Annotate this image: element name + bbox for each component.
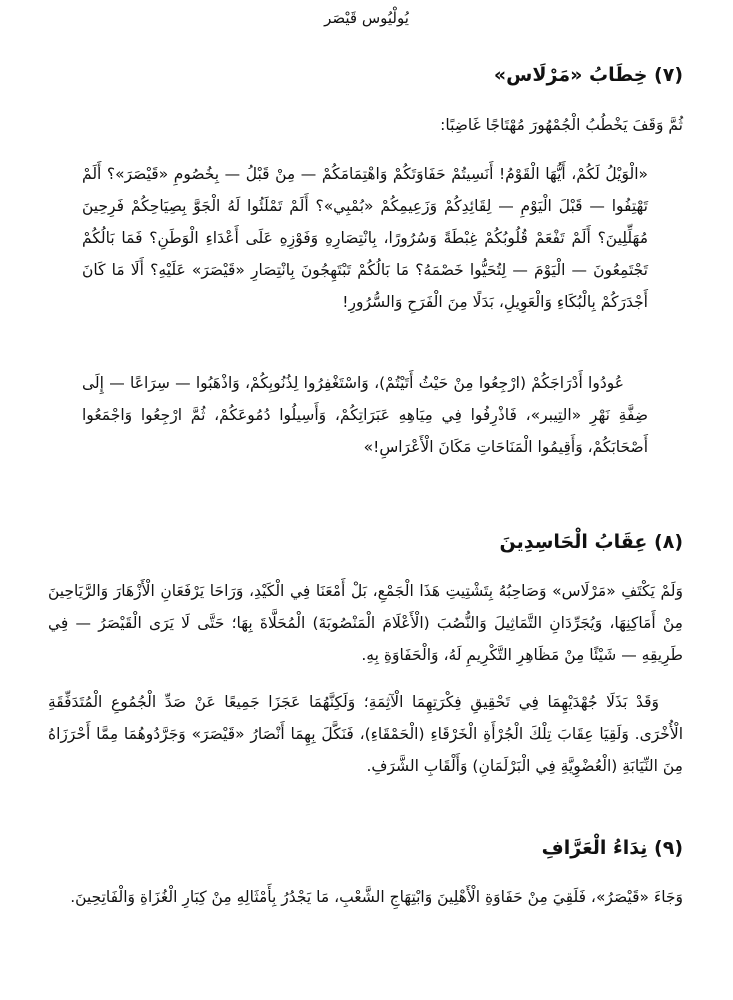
section-7-heading: (٧) خِطَابُ «مَرْلَاس» [493,64,683,86]
speech-paragraph-2: عُودُوا أَدْرَاجَكُمْ (ارْجِعُوا مِنْ حَيْثُ أَتَيْتُمْ)، وَاسْتَغْفِرُوا لِذُنُوبِكُمْ، وَاذْهَبُوا — سِرَاعًا — إِلَى ضِفَّةِ نَهْرِ «التِيبر»، فَاذْرِفُوا فِي مِيَاهِهِ عَبَرَاتِكُمْ، وَأَسِيلُوا دُمُوعَكُمْ، ثُمَّ ارْجِعُوا وَاجْمَعُوا أَصْحَابَكُمْ، وَأَقِيمُوا الْمَنَاحَاتِ مَكَانَ الْأَعْرَاسِ!» [82,374,648,456]
speech-paragraph-1: «الْوَيْلُ لَكُمْ، أَيُّهَا الْقَوْمُ! أَنَسِيتُمْ حَفَاوَتَكُمْ وَاهْتِمَامَكُمْ — مِنْ قَبْلُ — بِخُصُومِ «قَيْصَرَ»؟ أَلَمْ تَهْتِفُوا — قَبْلَ الْيَوْمِ — لِقَائِدِكُمْ وَزَعِيمِكُمْ «بُمْبِي»؟ أَلَمْ تَمْلَئُوا لَهُ الْجَوَّ بِصِيَاحِكُمْ فَرِحِينَ مُهَلِّلِينَ؟ أَلَمْ تَفْعَمْ قُلُوبُكُمْ غِبْطَةً وَسُرُورًا، بِانْتِصَارِهِ وَفَوْزِهِ عَلَى أَعْدَاءِ الْوَطَنِ؟ فَمَا بَالُكُمْ تَجْتَمِعُونَ — الْيَوْمَ — لِتُحَيُّوا خَصْمَهُ؟ مَا بَالُكُمْ تَبْتَهِجُونَ بِانْتِصَارِ «قَيْصَرَ» عَلَيْهِ؟ أَلَا مَا كَانَ أَجْدَرَكُمْ بِالْبُكَاءِ وَالْعَوِيلِ، بَدَلًا مِنَ الْفَرَحِ وَالسُّرُورِ! [82,165,648,311]
running-head: يُولْيُوس قَيْصَر [324,9,409,27]
section-9-paragraph-1: وَجَاءَ «قَيْصَرُ»، فَلَقِيَ مِنْ حَفَاوَةِ الْأَهْلِينَ وَابْتِهَاجِ الشَّعْبِ، مَا يَجْدُرُ بِأَمْثَالِهِ مِنْ كِبَارِ الْغُزَاةِ وَالْفَاتِحِينَ. [70,888,683,906]
section-8-heading: (٨) عِقَابُ الْحَاسِدِينَ [499,531,683,553]
section-7-intro: ثُمَّ وَقَفَ يَخْطُبُ الْجُمْهُورَ مُهْتَاجًا غَاضِبًا: [440,116,683,134]
section-9-heading: (٩) نِدَاءُ الْعَرَّافِ [541,837,683,859]
section-8-paragraph-2: وَقَدْ بَذَلَا جُهْدَيْهِمَا فِي تَحْقِيقِ فِكْرَتِهِمَا الْآثِمَةِ؛ وَلَكِنَّهُمَا عَجَزَا جَمِيعًا عَنْ صَدِّ الْجُمُوعِ الْمُتَدَفِّقَةِ الْأُخْرَى. وَلَقِيَا عِقَابَ تِلْكَ الْجُرْأَةِ الْخَرْقَاءِ (الْحَمْقَاءِ)، فَنَكَّلَ بِهِمَا أَنْصَارُ «قَيْصَرَ» وَجَرَّدُوهُمَا مِمَّا أَحْرَزَاهُ مِنَ النِّيَابَةِ (الْعُضْوِيَّةِ فِي الْبَرْلَمَانِ) وَأَلْقَابِ الشَّرَفِ. [48,693,683,775]
section-8-paragraph-1: وَلَمْ يَكْتَفِ «مَرْلَاس» وَصَاحِبُهُ بِتَشْتِيتِ هَذَا الْجَمْعِ، بَلْ أَمْعَنَا فِي الْكَيْدِ، وَرَاحَا يَرْفَعَانِ الْأَزْهَارَ وَالرَّيَاحِينَ مِنْ أَمَاكِنِهَا، وَيُجَرِّدَانِ التَّمَاثِيلَ وَالنُّصُبَ (الْأَعْلَامَ الْمَنْصُوبَةَ) الْمُحَلَّاةَ بِهَا؛ حَتَّى لَا يَرَى الْقَيْصَرُ — فِي طَرِيقِهِ — شَيْئًا مِنْ مَظَاهِرِ التَّكْرِيمِ لَهُ، وَالْحَفَاوَةِ بِهِ. [48,582,683,664]
